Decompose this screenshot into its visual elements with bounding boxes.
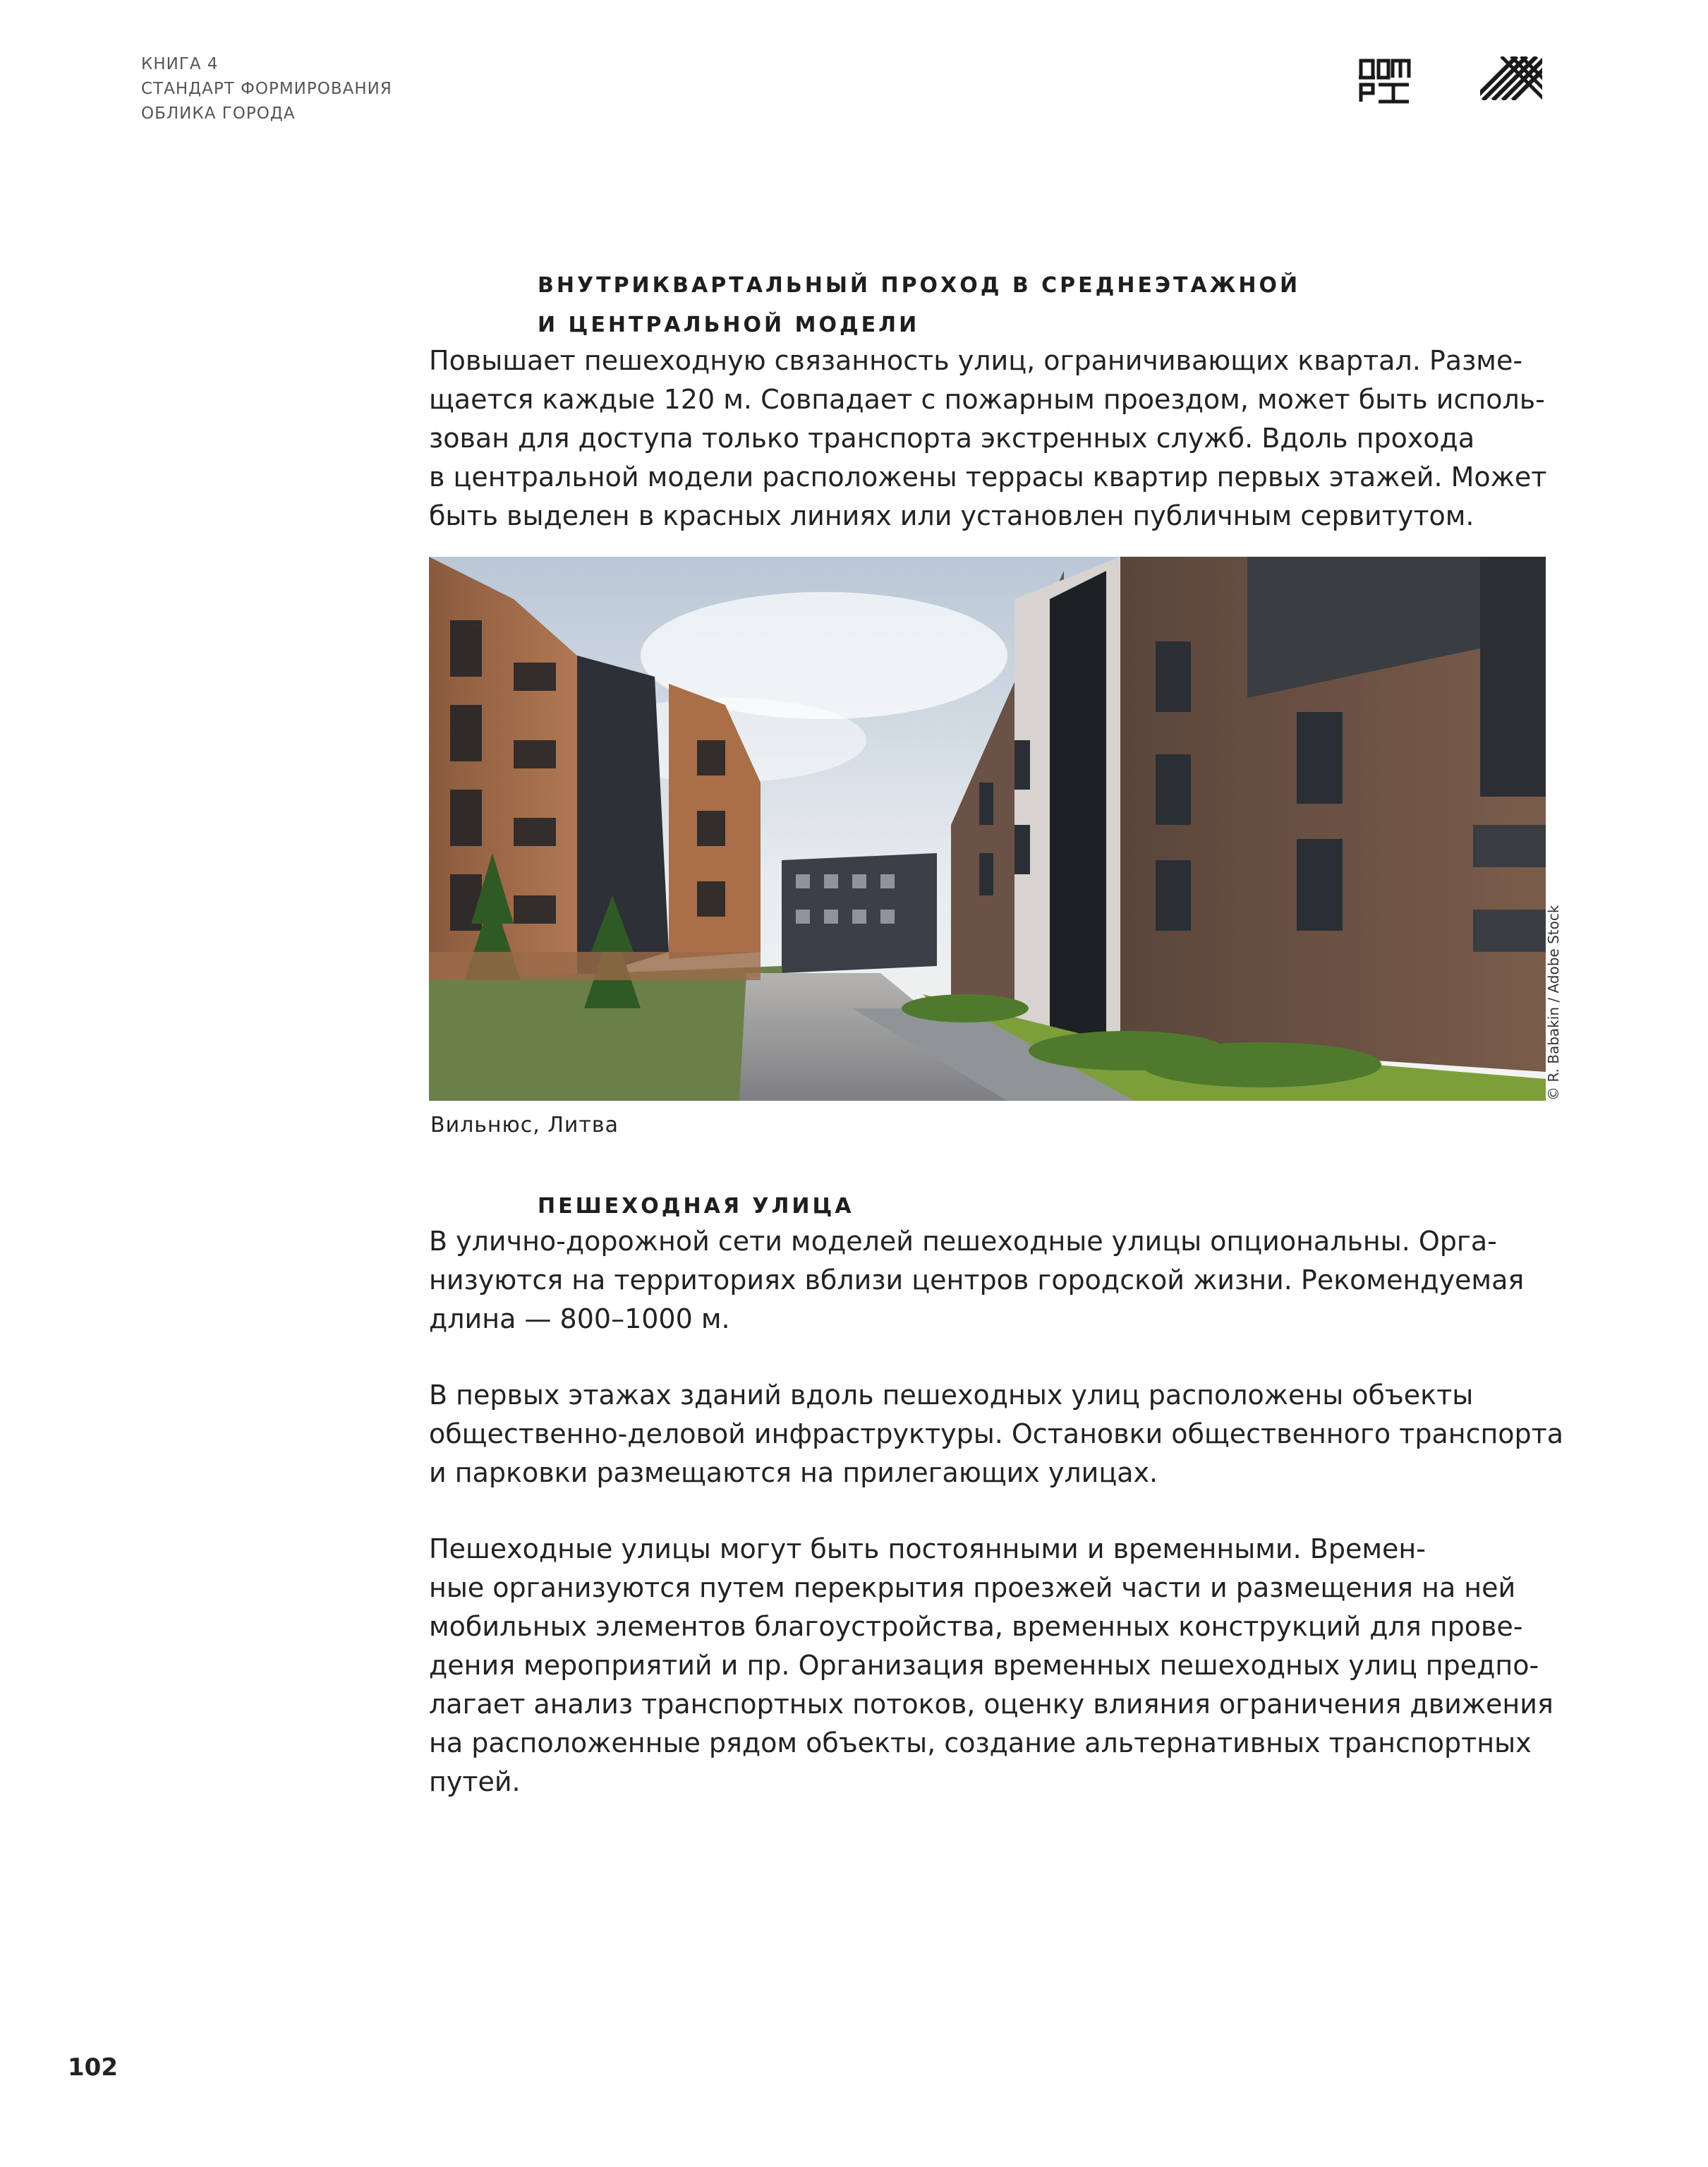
section-title-line2: И ЦЕНТРАЛЬНОЙ МОДЕЛИ <box>538 313 920 337</box>
photo-credit: © R. Babakin / Adobe Stock <box>1545 905 1562 1101</box>
paragraph-pedestrian-2 <box>429 1376 1564 1492</box>
text-line: ные организуются путем перекрытия проезжей части и размещения на ней <box>429 1572 1516 1603</box>
text-line: дения мероприятий и пр. Организация временных пешеходных улиц предпо- <box>429 1650 1539 1681</box>
book-title-line1: СТАНДАРТ ФОРМИРОВАНИЯ <box>141 80 392 98</box>
section-title-pedestrian-street <box>538 1187 854 1226</box>
text-line: Повышает пешеходную связанность улиц, ограничивающих квартал. Разме- <box>429 345 1523 376</box>
paragraph-pedestrian-3 <box>429 1530 1558 1801</box>
text-line: щается каждые 120 м. Совпадает с пожарным проездом, может быть исполь- <box>429 384 1545 415</box>
text-line: низуются на территориях вблизи центров городской жизни. Рекомендуемая <box>429 1264 1525 1296</box>
text-line: мобильных элементов благоустройства, временных конструкций для прове- <box>429 1611 1523 1642</box>
text-line: лагает анализ транспортных потоков, оценку влияния ограничения движения <box>429 1689 1553 1720</box>
dom-rf-logo-icon <box>1359 56 1411 104</box>
book-header <box>141 52 392 126</box>
text-line: в центральной модели расположены террасы квартир первых этажей. Может <box>429 461 1547 493</box>
text-line: В улично-дорожной сети моделей пешеходные улицы опциональны. Орга- <box>429 1226 1497 1257</box>
text-line: путей. <box>429 1766 521 1797</box>
text-line: Пешеходные улицы могут быть постоянными и временными. Времен- <box>429 1533 1426 1564</box>
text-line: общественно-деловой инфраструктуры. Остановки общественного транспорта <box>429 1418 1564 1449</box>
text-line: В первых этажах зданий вдоль пешеходных улиц расположены объекты <box>429 1380 1474 1411</box>
text-line: зован для доступа только транспорта экстренных служб. Вдоль прохода <box>429 423 1475 454</box>
text-line: длина — 800–1000 м. <box>429 1303 730 1334</box>
text-line: и парковки размещаются на прилегающих улицах. <box>429 1457 1158 1488</box>
paragraph-pedestrian-1 <box>429 1222 1558 1339</box>
paragraph-inner-passage <box>429 342 1558 536</box>
page-number: 102 <box>68 2053 118 2082</box>
courtyard-photo <box>429 557 1546 1101</box>
section-title-line: ПЕШЕХОДНАЯ УЛИЦА <box>538 1194 854 1219</box>
text-line: быть выделен в красных линиях или установлен публичным сервитутом. <box>429 500 1474 531</box>
diagonal-pattern-logo-icon <box>1480 56 1542 100</box>
book-title-line2: ОБЛИКА ГОРОДА <box>141 104 296 123</box>
section-title-inner-passage <box>538 266 1300 345</box>
book-number: КНИГА 4 <box>141 55 219 73</box>
text-line: на расположенные рядом объекты, создание альтернативных транспортных <box>429 1727 1532 1758</box>
section-title-line1: ВНУТРИКВАРТАЛЬНЫЙ ПРОХОД В СРЕДНЕЭТАЖНОЙ <box>538 273 1301 298</box>
photo-caption: Вильнюс, Литва <box>430 1113 619 1137</box>
